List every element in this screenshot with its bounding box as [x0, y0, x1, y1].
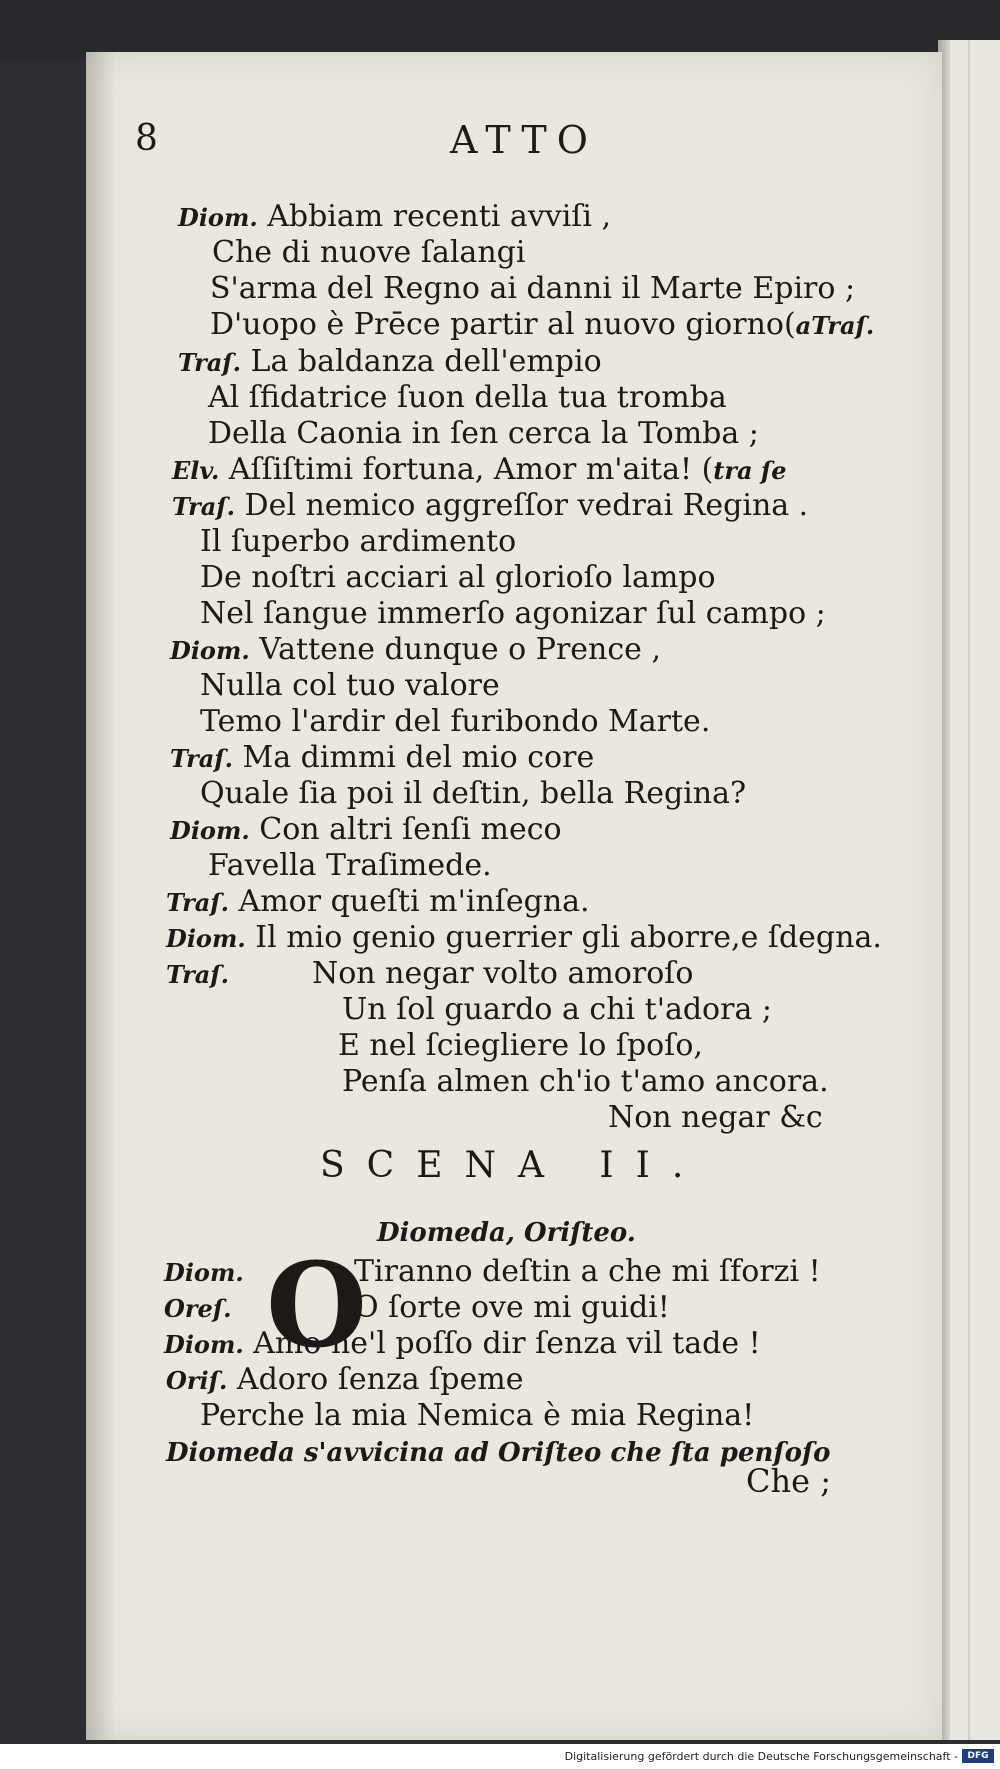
line-text: Ma dimmi del mio core — [242, 740, 595, 775]
dialogue-line — [172, 453, 787, 488]
line-text: Della Caonia in ſen cerca la Tomba ; — [208, 416, 759, 451]
line-text: Non negar &c — [608, 1100, 823, 1135]
dialogue-line — [342, 1065, 829, 1099]
dialogue-line — [170, 633, 661, 668]
line-text: Tiranno deſtin a che mi ſforzi ! — [354, 1254, 821, 1289]
dialogue-line — [342, 993, 772, 1027]
dialogue-line — [200, 597, 826, 631]
line-text: Perche la mia Nemica è mia Regina! — [200, 1398, 755, 1433]
line-text: Del nemico aggreſſor vedrai Regina . — [244, 488, 809, 523]
page-header — [0, 118, 1000, 178]
dialogue-line — [338, 1029, 703, 1063]
spine-shadow — [86, 52, 116, 1740]
dialogue-line — [200, 669, 500, 703]
line-text: De noſtri acciari al glorioſo lampo — [200, 560, 716, 595]
speaker-label: Diom. — [178, 203, 258, 232]
line-text: Nulla col tuo valore — [200, 668, 500, 703]
dialogue-line — [166, 885, 590, 920]
dialogue-line — [178, 200, 611, 235]
stage-direction: Diomeda s'avvicina ad Oriſteo che ſta penſoſo — [166, 1438, 831, 1468]
line-text: Non negar volto amoroſo — [312, 956, 694, 991]
speaker-label: Diom. — [166, 924, 246, 953]
line-text: Amor queſti m'inſegna. — [238, 884, 590, 919]
line-text: Amo ne'l poſſo dir ſenza vil tade ! — [253, 1326, 761, 1361]
running-title: ATTO — [450, 118, 598, 162]
catchword: Che ; — [746, 1462, 831, 1500]
speaker-label: Oriſ. — [166, 1366, 228, 1395]
speaker-label: Elv. — [172, 456, 220, 485]
speaker-label: Traſ. — [166, 888, 229, 917]
speaker-label: Traſ. — [166, 960, 229, 989]
scene-persons: Diomeda, Oriſteo. — [377, 1218, 636, 1248]
digitization-footer — [0, 1744, 1000, 1769]
speaker-label: Traſ. — [170, 744, 233, 773]
aside-direction: tra ſe — [713, 456, 787, 485]
line-text: Un ſol guardo a chi t'adora ; — [342, 992, 772, 1027]
dialogue-line — [178, 345, 602, 380]
line-text: Vattene dunque o Prence , — [259, 632, 661, 667]
line-text: Quale ſia poi il deſtin, bella Regina? — [200, 776, 747, 811]
dialogue-line — [608, 1101, 823, 1135]
adjacent-page-line — [968, 40, 970, 1740]
speaker-label: Diom. — [164, 1330, 244, 1359]
speaker-label: Traſ. — [178, 348, 241, 377]
footer-credit: Digitalisierung gefördert durch die Deutsche Forschungsgemeinschaft - — [564, 1750, 958, 1763]
dialogue-line — [164, 1255, 821, 1290]
dialogue-line — [200, 705, 710, 739]
line-text: Il mio genio guerrier gli aborre,e ſdegna. — [255, 920, 882, 955]
dfg-logo: DFG — [962, 1749, 994, 1763]
line-text: Penſa almen ch'io t'amo ancora. — [342, 1064, 829, 1099]
dialogue-line — [212, 236, 525, 270]
speaker-label: Diom. — [170, 816, 250, 845]
dialogue-line — [164, 1327, 761, 1362]
adjacent-page-edge — [945, 40, 1000, 1740]
dialogue-line — [170, 813, 562, 848]
dialogue-line — [164, 1291, 670, 1326]
dialogue-line — [200, 561, 716, 595]
line-text: Il ſuperbo ardimento — [200, 524, 517, 559]
line-text: Con altri ſenſi meco — [259, 812, 562, 847]
drop-cap: O — [266, 1238, 368, 1374]
dialogue-line — [200, 525, 516, 559]
dialogue-line — [170, 741, 594, 776]
line-text: Abbiam recenti avviſi , — [267, 199, 612, 234]
line-text: S'arma del Regno ai danni il Marte Epiro ; — [210, 271, 856, 306]
dialogue-line — [166, 1363, 523, 1398]
dialogue-line — [208, 381, 727, 415]
line-text: Temo l'ardir del furibondo Marte. — [200, 704, 711, 739]
speaker-label: Traſ. — [172, 492, 235, 521]
line-text: Al ſfidatrice ſuon della tua tromba — [208, 380, 727, 415]
line-text: La baldanza dell'empio — [250, 344, 602, 379]
line-text: Adoro ſenza ſpeme — [236, 1362, 524, 1397]
line-text: O ſorte ove mi guidi! — [354, 1290, 670, 1325]
dialogue-line — [200, 1399, 754, 1433]
line-text: Aſſiſtimi fortuna, Amor m'aita! ( — [228, 452, 714, 487]
line-text: Favella Traſimede. — [208, 848, 492, 883]
aside-direction: aTraſ. — [795, 311, 875, 340]
line-text: D'uopo è Prēce partir al nuovo giorno( — [210, 307, 796, 342]
line-text: Che di nuove ſalangi — [212, 235, 526, 270]
speaker-label: Diom. — [164, 1258, 244, 1287]
line-text: E nel ſciegliere lo ſpoſo, — [338, 1028, 703, 1063]
line-text: Nel ſangue immerſo agonizar ſul campo ; — [200, 596, 826, 631]
dialogue-line — [166, 957, 693, 992]
dialogue-line — [210, 272, 855, 306]
speaker-label: Oreſ. — [164, 1294, 232, 1323]
dialogue-line — [172, 489, 808, 524]
dialogue-line — [210, 308, 874, 343]
dialogue-line — [208, 417, 759, 451]
dialogue-line — [166, 921, 882, 956]
page-number: 8 — [135, 118, 158, 159]
dialogue-line — [208, 849, 492, 883]
scanner-background-top — [0, 0, 1000, 60]
dialogue-line — [200, 777, 746, 811]
speaker-label: Diom. — [170, 636, 250, 665]
scene-title: SCENA II. — [320, 1145, 706, 1186]
